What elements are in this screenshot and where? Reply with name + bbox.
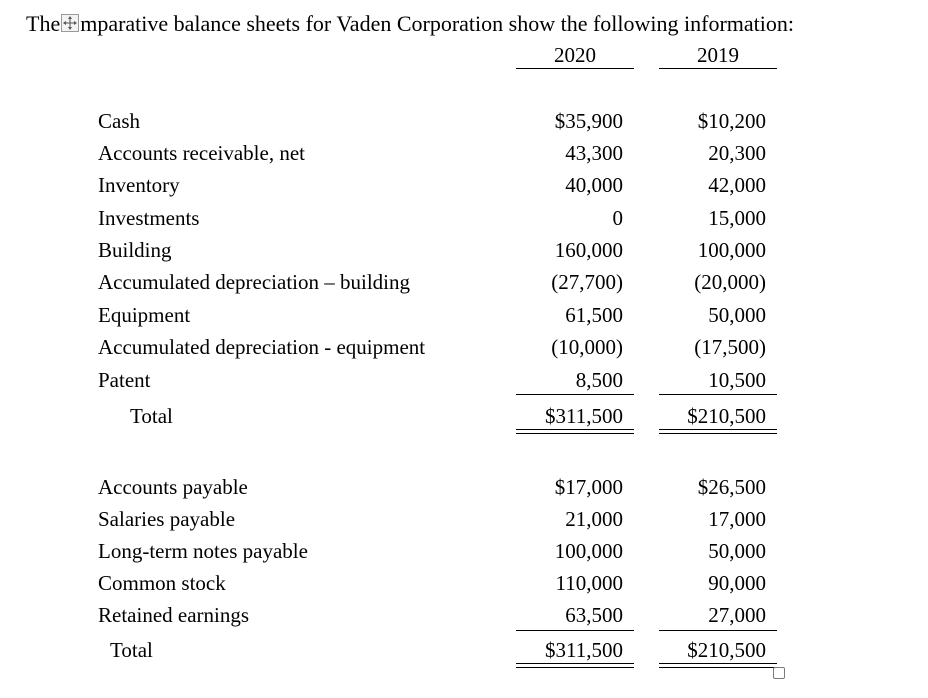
asset-equipment-2020: 61,500 [565, 303, 623, 327]
liab-total-double-rule-bottom-2019 [659, 667, 777, 668]
liab-salaries-payable-2020: 21,000 [565, 507, 623, 531]
liab-accounts-payable-2019: $26,500 [697, 475, 766, 499]
liab-sum-rule-2020 [516, 630, 634, 631]
liabilities-total-2019: $210,500 [687, 638, 766, 662]
asset-label-accum-dep-building: Accumulated depreciation – building [98, 270, 410, 294]
liab-total-double-rule-top-2019 [659, 663, 777, 664]
asset-investments-2020: 0 [612, 206, 623, 230]
liab-total-double-rule-top-2020 [516, 663, 634, 664]
asset-inventory-2020: 40,000 [565, 173, 623, 197]
column-header-2020: 2020 [554, 43, 596, 67]
equity-label-common-stock: Common stock [98, 571, 226, 595]
equity-retained-earnings-2019: 27,000 [708, 603, 766, 627]
liab-salaries-payable-2019: 17,000 [708, 507, 766, 531]
equity-common-stock-2020: 110,000 [555, 571, 623, 595]
assets-total-double-rule-bottom-2019 [659, 433, 777, 434]
intro-text-end: mparative balance sheets for Vaden Corporation show the following information: [80, 10, 794, 36]
table-resize-handle-icon[interactable] [773, 667, 785, 679]
asset-label-accum-dep-equipment: Accumulated depreciation - equipment [98, 335, 426, 359]
asset-cash-2019: $10,200 [697, 109, 766, 133]
asset-patent-2019: 10,500 [708, 368, 766, 392]
liab-long-term-notes-2020: 100,000 [554, 539, 623, 563]
equity-retained-earnings-2020: 63,500 [565, 603, 623, 627]
liab-long-term-notes-2019: 50,000 [708, 539, 766, 563]
assets-sum-rule-2019 [659, 394, 777, 395]
asset-label-building: Building [98, 238, 172, 262]
header-underline-2019 [659, 68, 777, 69]
liab-label-salaries-payable: Salaries payable [98, 507, 236, 531]
table-move-handle-icon[interactable] [61, 14, 79, 32]
asset-patent-2020: 8,500 [575, 368, 623, 392]
asset-label-accounts-receivable: Accounts receivable, net [98, 141, 305, 165]
asset-label-inventory: Inventory [98, 173, 180, 197]
asset-investments-2019: 15,000 [708, 206, 766, 230]
asset-equipment-2019: 50,000 [708, 303, 766, 327]
asset-building-2020: 160,000 [554, 238, 623, 262]
liabilities-total-2020: $311,500 [545, 638, 623, 662]
asset-accum-dep-building-2019: (20,000) [694, 270, 766, 294]
liab-label-accounts-payable: Accounts payable [98, 475, 248, 499]
assets-total-double-rule-top-2020 [516, 429, 634, 430]
asset-label-cash: Cash [98, 109, 140, 133]
liabilities-total-label: Total [110, 638, 153, 662]
equity-label-retained-earnings: Retained earnings [98, 603, 250, 627]
assets-total-2020: $311,500 [545, 404, 623, 428]
asset-label-equipment: Equipment [98, 303, 191, 327]
column-header-2019: 2019 [697, 43, 739, 67]
assets-total-label: Total [130, 404, 173, 428]
asset-accum-dep-building-2020: (27,700) [551, 270, 623, 294]
asset-accounts-receivable-2019: 20,300 [708, 141, 766, 165]
asset-cash-2020: $35,900 [554, 109, 623, 133]
liab-label-long-term-notes: Long-term notes payable [98, 539, 308, 563]
asset-building-2019: 100,000 [697, 238, 766, 262]
asset-accum-dep-equipment-2019: (17,500) [694, 335, 766, 359]
asset-label-investments: Investments [98, 206, 200, 230]
intro-text-start: The [26, 10, 61, 36]
asset-accum-dep-equipment-2020: (10,000) [551, 335, 623, 359]
assets-total-2019: $210,500 [687, 404, 766, 428]
intro-sentence [26, 11, 794, 35]
equity-common-stock-2019: 90,000 [708, 571, 766, 595]
liab-total-double-rule-bottom-2020 [516, 667, 634, 668]
assets-total-double-rule-bottom-2020 [516, 433, 634, 434]
liab-sum-rule-2019 [659, 630, 777, 631]
header-underline-2020 [516, 68, 634, 69]
asset-inventory-2019: 42,000 [708, 173, 766, 197]
asset-accounts-receivable-2020: 43,300 [565, 141, 623, 165]
asset-label-patent: Patent [98, 368, 151, 392]
liab-accounts-payable-2020: $17,000 [554, 475, 623, 499]
assets-sum-rule-2020 [516, 394, 634, 395]
assets-total-double-rule-top-2019 [659, 429, 777, 430]
